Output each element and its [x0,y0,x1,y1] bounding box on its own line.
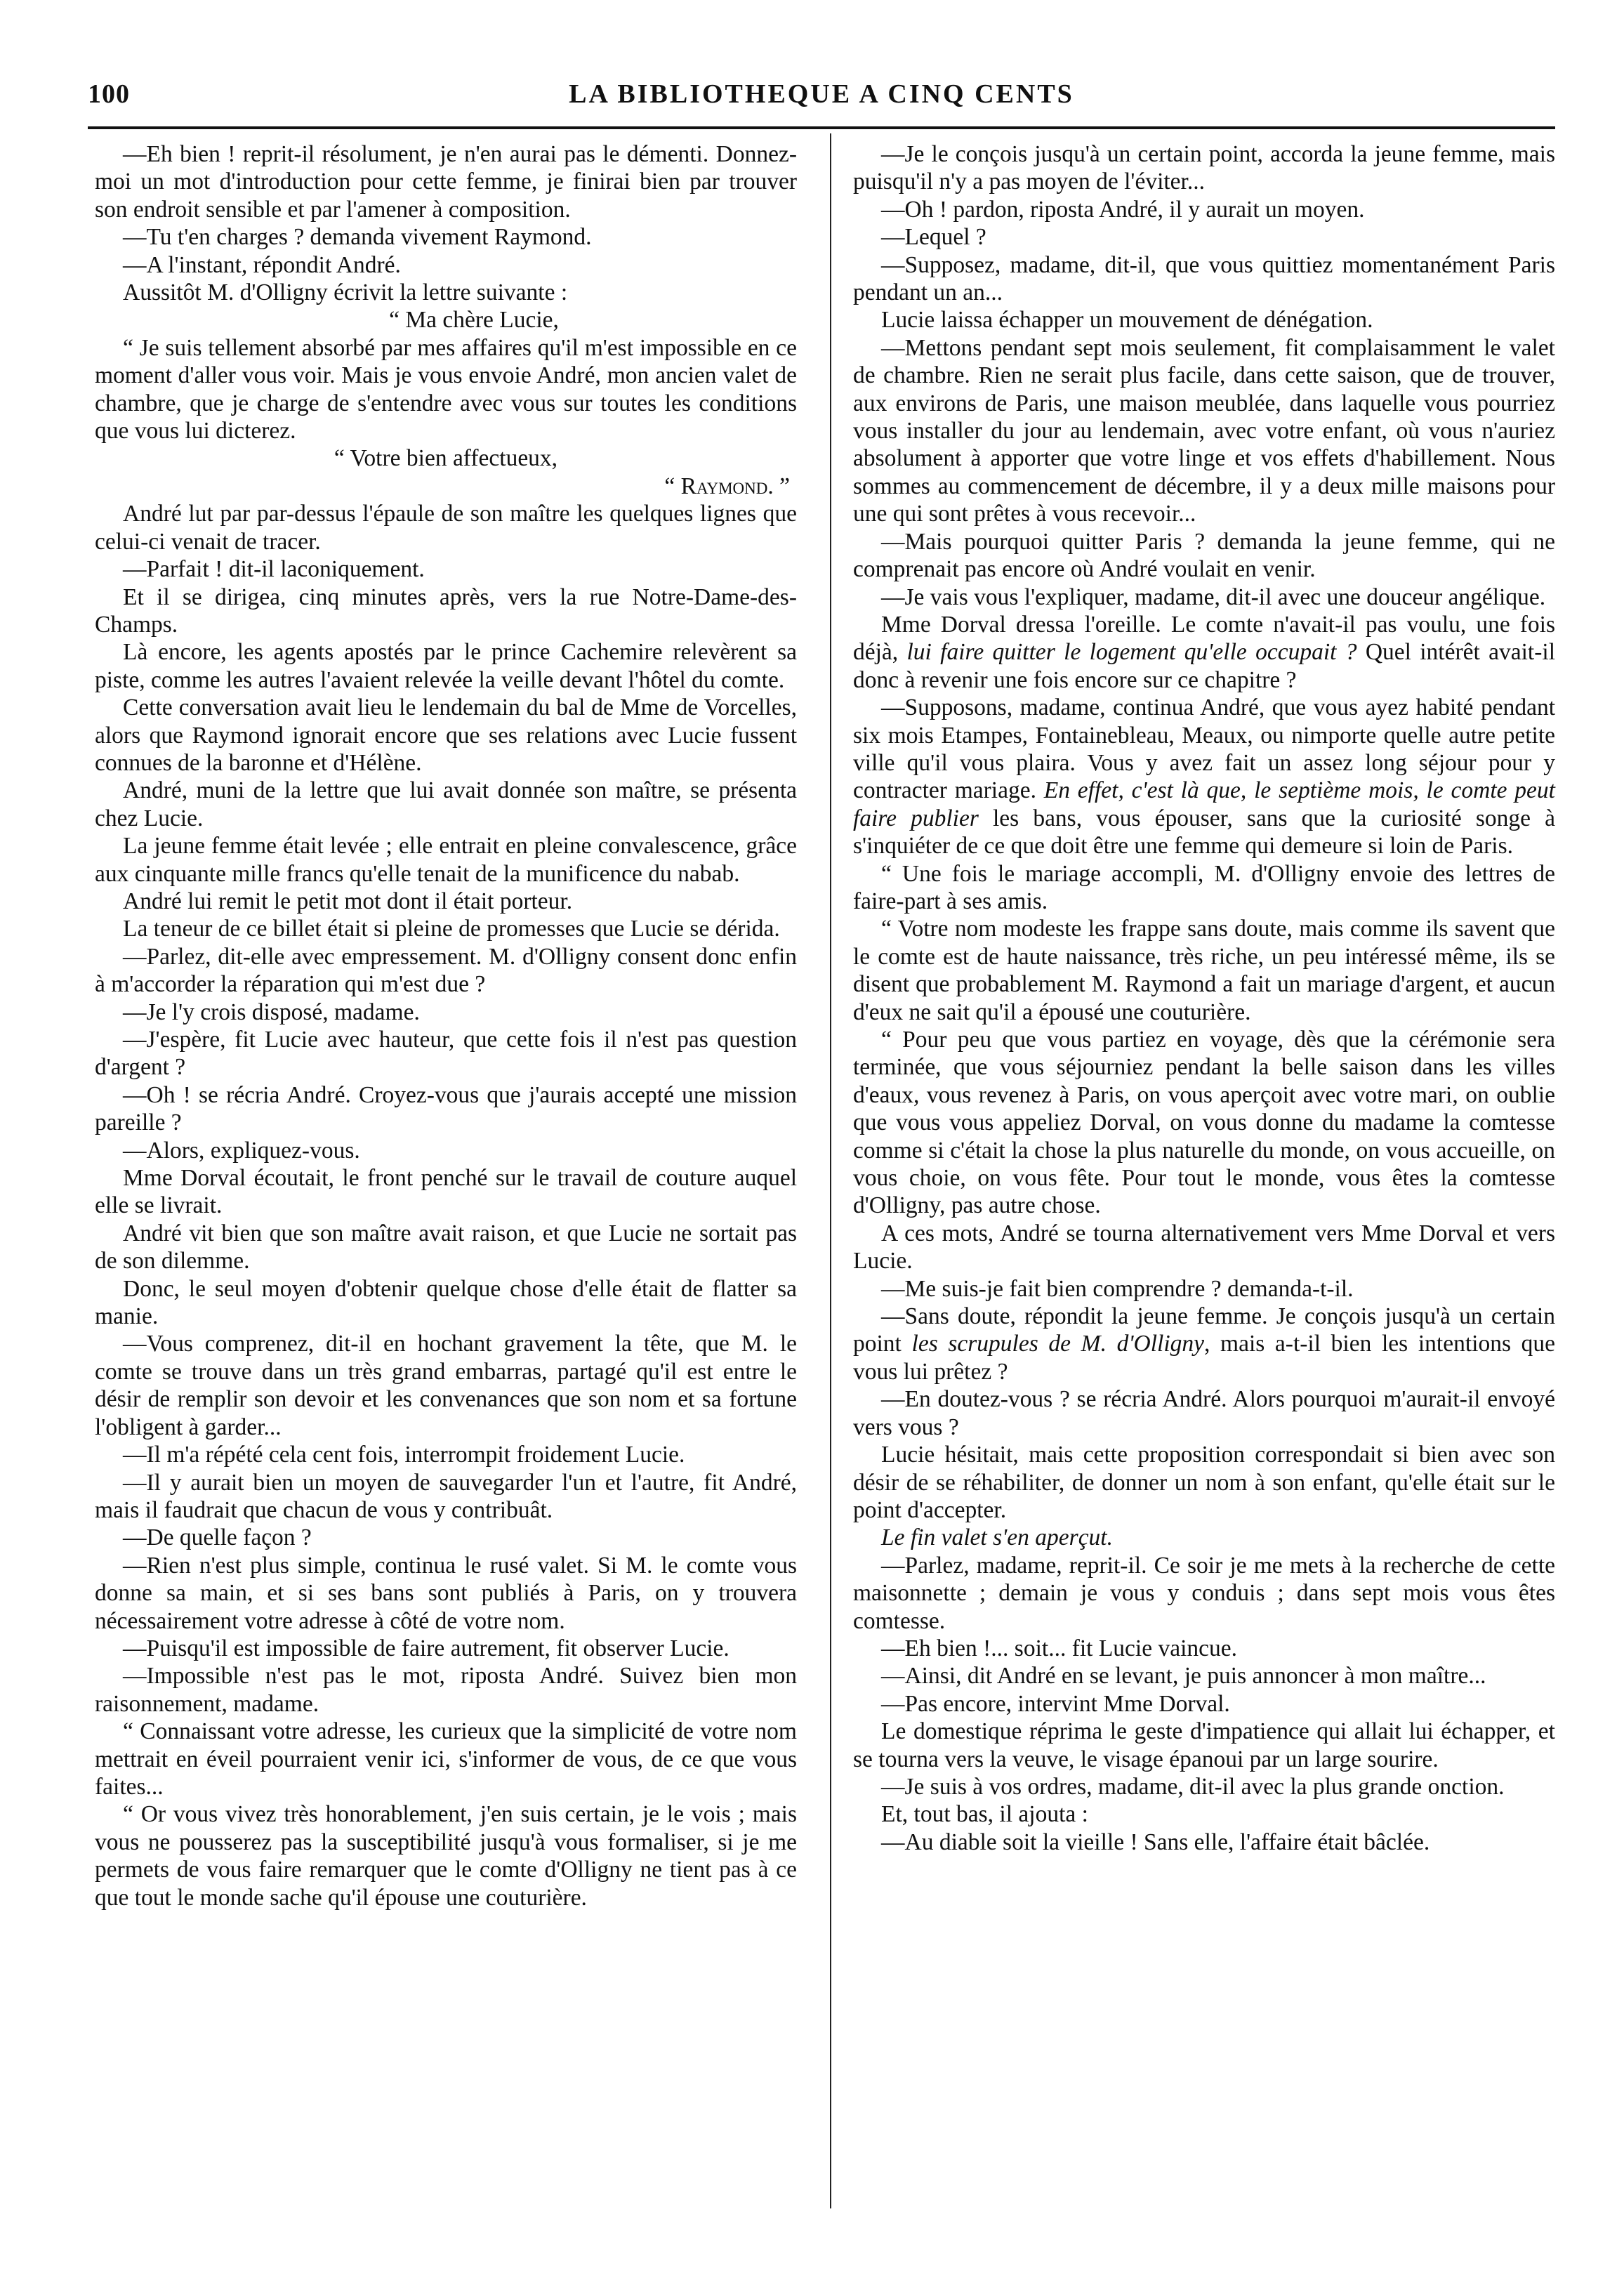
paragraph: La jeune femme était levée ; elle entrait en pleine convalescence, grâce aux cinquante mille francs qu'elle tenait de la munificence du nabab. [95,833,797,887]
paragraph: —Eh bien !... soit... fit Lucie vaincue. [881,1635,1238,1661]
left-column [95,140,797,1911]
paragraph: Le domestique réprima le geste d'impatience qui allait lui échapper, et se tourna vers la veuve, le visage épanoui par un large sourire. [853,1718,1555,1772]
paragraph: —A l'instant, répondit André. [123,251,401,278]
paragraph: —Sans doute, répondit la jeune femme. Je conçois jusqu'à un certain point les scrupules de M. d'Olligny, mais a-t-il bien les intentions que vous lui prêtez ? [853,1303,1555,1385]
paragraph: —Vous comprenez, dit-il en hochant gravement la tête, que M. le comte se trouve dans un très grand embarras, partagé qu'il est entre le désir de remplir son devoir et les convenances que son nom et sa fortune l'obligent à garder... [95,1331,797,1440]
paragraph: —Tu t'en charges ? demanda vivement Raymond. [123,224,592,251]
right-column [853,140,1555,1856]
paragraph: “ Ma chère Lucie, [389,307,559,334]
paragraph: —Je vais vous l'expliquer, madame, dit-il avec une douceur angélique. [881,584,1546,610]
paragraph: —Oh ! se récria André. Croyez-vous que j'aurais accepté une mission pareille ? [95,1081,797,1136]
paragraph: “ Pour peu que vous partiez en voyage, dès que la cérémonie sera terminée, que vous séjourniez pendant la belle saison dans les villes d'eaux, vous revenez à Paris, on vous aperçoit avec votre mari, on oublie que vous vous appeliez Dorval, on vous donne du madame la comtesse comme si c'était la chose la plus naturelle du monde, on vous accueille, on vous choie, on vous fête. Pour tout le monde, vous êtes la comtesse d'Olligny, pas autre chose. [853,1027,1555,1219]
paragraph: —Oh ! pardon, riposta André, il y aurait un moyen. [881,196,1365,223]
paragraph: “ Une fois le mariage accompli, M. d'Olligny envoie des lettres de faire-part à ses amis. [853,860,1555,914]
running-title: LA BIBLIOTHEQUE A CINQ CENTS [569,79,1074,109]
paragraph: —De quelle façon ? [123,1524,312,1551]
paragraph: —Mettons pendant sept mois seulement, fit complaisamment le valet de chambre. Rien ne serait plus facile, dans cette saison, que de trouver, aux environs de Paris, une maison meublée, dans laquelle vous pourriez vous installer du jour au lendemain, avec votre enfant, où vous n'auriez absolument à apporter que votre linge et vos effets d'habillement. Nous sommes au commencement de décembre, il y a deux mille maisons pour une qui sont prêtes à vous recevoir... [853,334,1555,527]
header-rule [88,126,1555,129]
paragraph: —Supposez, madame, dit-il, que vous quittiez momentanément Paris pendant un an... [853,251,1555,306]
column-divider [830,133,831,2208]
paragraph: —Au diable soit la vieille ! Sans elle, l'affaire était bâclée. [881,1829,1430,1855]
paragraph: Lucie hésitait, mais cette proposition correspondait si bien avec son désir de se réhabiliter, de donner un nom à son enfant, qu'elle était sur le point d'accepter. [853,1442,1555,1523]
paragraph: Et il se dirigea, cinq minutes après, vers la rue Notre-Dame-des-Champs. [95,584,797,638]
paragraph: —Je suis à vos ordres, madame, dit-il avec la plus grande onction. [881,1773,1505,1800]
paragraph: “ Or vous vivez très honorablement, j'en suis certain, je le vois ; mais vous ne pousserez pas la susceptibilité jusqu'à vous formaliser, si je me permets de vous faire remarquer que le comte d'Olligny ne tient pas à ce que tout le monde sache qu'il épouse une couturière. [95,1801,797,1911]
paragraph: —Rien n'est plus simple, continua le rusé valet. Si M. le comte vous donne sa main, et si ses bans sont publiés à Paris, on y trouvera nécessairement votre adresse à côté de votre nom. [95,1552,797,1634]
paragraph: “ Je suis tellement absorbé par mes affaires qu'il m'est impossible en ce moment d'aller vous voir. Mais je vous envoie André, mon ancien valet de chambre, que je charge de s'entendre avec vous sur toutes les conditions que vous lui dicterez. [95,334,797,444]
paragraph: —Me suis-je fait bien comprendre ? demanda-t-il. [881,1275,1354,1302]
paragraph: Aussitôt M. d'Olligny écrivit la lettre suivante : [123,279,568,306]
paragraph: “ Votre nom modeste les frappe sans doute, mais comme ils savent que le comte est de haute naissance, très riche, un peu intéressé même, ils se disent que probablement M. Raymond a fait un mariage d'argent, et aucun d'eux ne sait qu'il a épousé une couturière. [853,916,1555,1025]
paragraph: “ Raymond. ” [664,473,790,499]
paragraph: Cette conversation avait lieu le lendemain du bal de Mme de Vorcelles, alors que Raymond ignorait encore que ses relations avec Lucie fussent connues de la baronne et d'Hélène. [95,694,797,776]
paragraph: —Alors, expliquez-vous. [123,1137,360,1164]
paragraph: “ Connaissant votre adresse, les curieux que la simplicité de votre nom mettrait en éveil pourraient venir ici, s'informer de vous, de ce que vous faites... [95,1718,797,1800]
paragraph: “ Votre bien affectueux, [334,445,558,472]
paragraph: Lucie laissa échapper un mouvement de dénégation. [881,307,1373,334]
paragraph: —Parlez, dit-elle avec empressement. M. d'Olligny consent donc enfin à m'accorder la réparation qui m'est due ? [95,943,797,998]
page-header [88,79,1555,121]
paragraph: —Je l'y crois disposé, madame. [123,999,420,1025]
paragraph: André, muni de la lettre que lui avait donnée son maître, se présenta chez Lucie. [95,777,797,831]
paragraph: —Lequel ? [881,224,986,251]
paragraph: —Supposons, madame, continua André, que vous ayez habité pendant six mois Etampes, Fontainebleau, Meaux, ou nimporte quelle autre petite ville qu'il vous plaira. Vous y avez fait un assez long séjour pour y contracter mariage. En effet, c'est là que, le septième mois, le comte peut faire publier les bans, vous épouser, sans que la curiosité songe à s'inquiéter de ce que doit être une femme qui demeure si loin de Paris. [853,694,1555,859]
paragraph: —Ainsi, dit André en se levant, je puis annoncer à mon maître... [881,1663,1486,1690]
paragraph: A ces mots, André se tourna alternativement vers Mme Dorval et vers Lucie. [853,1220,1555,1275]
paragraph: André lui remit le petit mot dont il était porteur. [123,888,573,914]
paragraph: —Puisqu'il est impossible de faire autrement, fit observer Lucie. [123,1635,730,1661]
paragraph: —Parfait ! dit-il laconiquement. [123,556,425,583]
paragraph: —Il y aurait bien un moyen de sauvegarder l'un et l'autre, fit André, mais il faudrait que chacun de vous y contribuât. [95,1469,797,1523]
paragraph: Mme Dorval écoutait, le front penché sur le travail de couture auquel elle se livrait. [95,1165,797,1219]
paragraph: —Je le conçois jusqu'à un certain point, accorda la jeune femme, mais puisqu'il n'y a pas moyen de l'éviter... [853,141,1555,195]
paragraph: —Parlez, madame, reprit-il. Ce soir je me mets à la recherche de cette maisonnette ; demain je vous y conduis ; dans sept mois vous êtes comtesse. [853,1552,1555,1634]
paragraph: —En doutez-vous ? se récria André. Alors pourquoi m'aurait-il envoyé vers vous ? [853,1386,1555,1440]
paragraph: Là encore, les agents apostés par le prince Cachemire relevèrent sa piste, comme les autres l'avaient relevée la veille devant l'hôtel du comte. [95,639,797,693]
paragraph: André lut par par-dessus l'épaule de son maître les quelques lignes que celui-ci venait de tracer. [95,501,797,555]
paragraph: —J'espère, fit Lucie avec hauteur, que cette fois il n'est pas question d'argent ? [95,1027,797,1081]
paragraph: Mme Dorval dressa l'oreille. Le comte n'avait-il pas voulu, une fois déjà, lui faire quitter le logement qu'elle occupait ? Quel intérêt avait-il donc à revenir une fois encore sur ce chapitre ? [853,611,1555,693]
paragraph: Le fin valet s'en aperçut. [881,1524,1113,1551]
paragraph: —Pas encore, intervint Mme Dorval. [881,1690,1230,1717]
paragraph: Et, tout bas, il ajouta : [881,1801,1088,1828]
paragraph: —Mais pourquoi quitter Paris ? demanda la jeune femme, qui ne comprenait pas encore où André voulait en venir. [853,528,1555,583]
paragraph: —Eh bien ! reprit-il résolument, je n'en aurai pas le démenti. Donnez-moi un mot d'introduction pour cette femme, je finirai bien par trouver son endroit sensible et par l'amener à composition. [95,141,797,223]
paragraph: Donc, le seul moyen d'obtenir quelque chose d'elle était de flatter sa manie. [95,1275,797,1330]
page-number: 100 [88,79,130,109]
paragraph: La teneur de ce billet était si pleine de promesses que Lucie se dérida. [123,916,780,942]
paragraph: —Impossible n'est pas le mot, riposta André. Suivez bien mon raisonnement, madame. [95,1663,797,1717]
paragraph: André vit bien que son maître avait raison, et que Lucie ne sortait pas de son dilemme. [95,1220,797,1275]
paragraph: —Il m'a répété cela cent fois, interrompit froidement Lucie. [123,1442,685,1468]
